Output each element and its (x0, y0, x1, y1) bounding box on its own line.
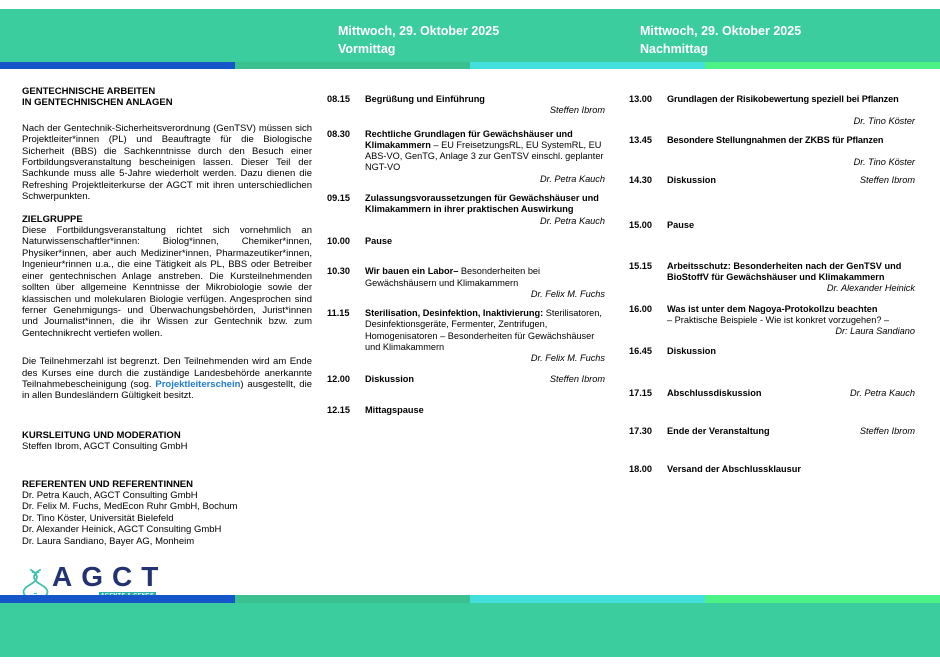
footer-stripe (0, 595, 940, 603)
schedule-item (629, 346, 915, 357)
stripe-segment-green (235, 62, 470, 69)
item-time: 08.30 (327, 128, 350, 139)
schedule-item (327, 94, 605, 117)
item-title: Was ist unter dem Nagoya-Protokollzu beachten (667, 303, 878, 314)
referent-item: Dr. Felix M. Fuchs, MedEcon Ruhr GmbH, Bochum (22, 501, 238, 513)
item-speaker: Dr. Petra Kauch (849, 387, 915, 398)
schedule-item (629, 464, 915, 475)
item-title: Begrüßung und Einführung (365, 94, 485, 104)
schedule-item (327, 236, 605, 247)
projektleiterschein-link[interactable]: Projektleiterschein (155, 378, 241, 390)
schedule-item (629, 94, 915, 128)
info-column (22, 86, 312, 628)
certificate-text-before: Die Teilnehmerzahl ist begrenzt. Den Teilnehmenden wird am Ende des Kurses eine durch die zuständige Landesbehörde anerkannte Teilnahmebescheinigung (sog. (22, 356, 312, 390)
item-speaker: Steffen Ibrom (549, 373, 605, 384)
item-time: 16.45 (629, 345, 652, 356)
item-speaker: Dr. Felix M. Fuchs (530, 288, 605, 299)
course-title-line1: GENTECHNISCHE ARBEITEN (22, 86, 156, 97)
zielgruppe-paragraph: Diese Fortbildungsveranstaltung richtet sich vornehmlich an Naturwissenschaftler*innen: Biolog*innen, Chemiker*innen, Physiker*innen, aber auch Mediziner*innen, Pharmazeutiker*innen, Ingenieur*rinnen u.a., die eine Tätigkeit als PL, BBS oder Betreiber einer gentechnischen Anlage anstreben. Die Kursteilnehmenden sollten über allgemeine Kenntnisse der Mikrobiologie sowie der klassischen und molekularen Biologie verfügen. Angesprochen sind ferner Genehmigungs- und Überwachungsbehörden, Jurist*innen und Journalist*innen, die ihr Wissen zur Gentechnik bzw. zum Gentechnikrecht vertiefen wollen. (22, 225, 312, 339)
item-speaker: Steffen Ibrom (859, 175, 915, 186)
item-time: 12.00 (327, 373, 350, 384)
item-time: 08.15 (327, 94, 350, 104)
schedule-item (629, 175, 915, 186)
stripe-segment-green (235, 595, 470, 603)
item-title: Abschlussdiskussion (667, 387, 762, 398)
intro-paragraph: Nach der Gentechnik-Sicherheitsverordnung (GenTSV) müssen sich Projektleiter*innen (PL) und Beauftragte für die Biologische Sicherheit (BBS) die Sachkenntnisse durch den Besuch einer Fortbildungsveranstaltung bescheinigen lassen. Dieser Teil der Sachkunde muss alle 5-Jahre wiederholt werden. Dazu dienen die Refreshing Projektleiterkurse der AGCT mit ihren unterschiedlichen Schwerpunkten. (22, 122, 312, 203)
item-text (365, 266, 605, 289)
schedule-item (327, 374, 605, 385)
item-text (667, 388, 915, 399)
certificate-text-after: ) ausgestellt, die in allen Bundesländern Gültigkeit besitzt. (22, 378, 312, 402)
item-time: 18.00 (629, 464, 652, 475)
item-speaker: Dr. Alexander Heinick (826, 283, 915, 294)
stripe-segment-lightgreen (705, 62, 940, 69)
item-title: Grundlagen der Risikobewertung speziell bei Pflanzen (667, 94, 899, 104)
item-speaker: Dr. Tino Köster (853, 156, 915, 167)
item-title: Arbeitsschutz: Besonderheiten nach der GenTSV und BioStoffV für Gewächshäuser und Klimakammern (667, 260, 902, 283)
item-desc: – Praktische Beispiele - Wie ist konkret vorzugehen? – (667, 314, 890, 325)
item-text (365, 308, 605, 353)
item-title: Pause (365, 235, 393, 246)
item-speaker: Dr: Laura Sandiano (835, 326, 915, 337)
item-desc: Besonderheiten bei Gewächshäusern und Klimakammern (365, 266, 541, 288)
header-period: Vormittag (338, 42, 396, 56)
item-time: 17.15 (629, 387, 652, 398)
item-title: Diskussion (667, 175, 717, 186)
referent-item: Dr. Petra Kauch, AGCT Consulting GmbH (22, 489, 198, 501)
header-date: Mittwoch, 29. Oktober 2025 (338, 24, 500, 38)
item-title: Mittagspause (365, 404, 424, 415)
footer-band (0, 603, 940, 657)
schedule-item (327, 308, 605, 364)
referent-item: Dr. Tino Köster, Universität Bielefeld (22, 512, 174, 524)
schedule-item (629, 426, 915, 437)
item-title: Diskussion (365, 373, 415, 384)
zielgruppe-heading: ZIELGRUPPE (22, 213, 83, 225)
item-speaker: Dr. Tino Köster (853, 116, 915, 127)
header-vormittag (338, 22, 499, 58)
referenten-heading: REFERENTEN UND REFERENTINNEN (22, 478, 194, 490)
item-speaker: Steffen Ibrom (859, 426, 915, 437)
item-time: 09.15 (327, 193, 350, 204)
course-title-line2: IN GENTECHNISCHEN ANLAGEN (22, 97, 173, 109)
header-nachmittag (640, 22, 801, 58)
referent-item: Dr. Laura Sandiano, Bayer AG, Monheim (22, 535, 195, 547)
item-title: Besondere Stellungnahmen der ZKBS für Pflanzen (667, 134, 884, 145)
item-time: 13.00 (629, 94, 652, 104)
item-text (667, 175, 915, 186)
referent-item: Dr. Alexander Heinick, AGCT Consulting GmbH (22, 524, 222, 536)
item-text (365, 374, 605, 385)
certificate-paragraph (22, 356, 312, 402)
item-time: 16.00 (629, 303, 652, 314)
item-title: Versand der Abschlussklausur (667, 464, 801, 475)
item-desc: Sterilisatoren, Desinfektionsgeräte, Fermenter, Zentrifugen, Homogenisatoren – Besonderheiten für Gewächshäuser und Klimakammern (365, 308, 602, 353)
item-title: Diskussion (667, 345, 717, 356)
item-time: 14.30 (629, 175, 652, 186)
header-date: Mittwoch, 29. Oktober 2025 (640, 24, 802, 38)
item-time: 10.30 (327, 266, 350, 277)
header-period: Nachmittag (640, 42, 709, 56)
course-title (22, 86, 312, 109)
schedule-item (327, 193, 605, 227)
schedule-item (327, 266, 605, 300)
schedule-item (327, 129, 605, 185)
item-time: 10.00 (327, 235, 350, 246)
schedule-item (629, 135, 915, 169)
schedule-item (629, 261, 915, 295)
logo-letters: AGCT (52, 561, 168, 592)
item-text (667, 426, 915, 437)
item-desc: – EU FreisetzungsRL, EU SystemRL, EU ABS-VO, GenTG, Anlage 3 zur GenTSV einschl. geplanter NGT-VO (365, 139, 604, 173)
item-time: 15.15 (629, 260, 652, 271)
item-speaker: Steffen Ibrom (549, 105, 605, 116)
item-time: 12.15 (327, 404, 350, 415)
item-title: Rechtliche Grundlagen für Gewächshäuser und Klimakammern (365, 128, 573, 150)
kursleitung-name: Steffen Ibrom, AGCT Consulting GmbH (22, 441, 188, 453)
item-title: Sterilisation, Desinfektion, Inaktivierung: (365, 308, 544, 319)
item-time: 17.30 (629, 426, 652, 437)
afternoon-schedule (629, 94, 915, 476)
stripe-segment-cyan (470, 62, 705, 69)
item-speaker: Dr. Felix M. Fuchs (530, 353, 605, 364)
header-stripe (0, 62, 940, 69)
item-speaker: Dr. Petra Kauch (539, 215, 605, 226)
morning-schedule (327, 94, 605, 416)
schedule-item (327, 405, 605, 416)
item-time: 13.45 (629, 134, 652, 145)
item-title: Pause (667, 220, 695, 231)
item-title: Zulassungsvoraussetzungen für Gewächshäuser und Klimakammern in ihrer praktischen Auswirkung (365, 193, 599, 215)
schedule-item (629, 304, 915, 338)
schedule-item (629, 388, 915, 399)
item-speaker: Dr. Petra Kauch (539, 173, 605, 184)
stripe-segment-blue (0, 595, 235, 603)
schedule-item (629, 220, 915, 231)
kursleitung-heading: KURSLEITUNG UND MODERATION (22, 429, 181, 441)
item-title: Wir bauen ein Labor– (365, 266, 459, 277)
item-title: Ende der Veranstaltung (667, 426, 770, 437)
item-text (365, 129, 605, 174)
stripe-segment-cyan (470, 595, 705, 603)
stripe-segment-blue (0, 62, 235, 69)
item-time: 11.15 (327, 308, 350, 319)
item-time: 15.00 (629, 220, 652, 231)
stripe-segment-lightgreen (705, 595, 940, 603)
